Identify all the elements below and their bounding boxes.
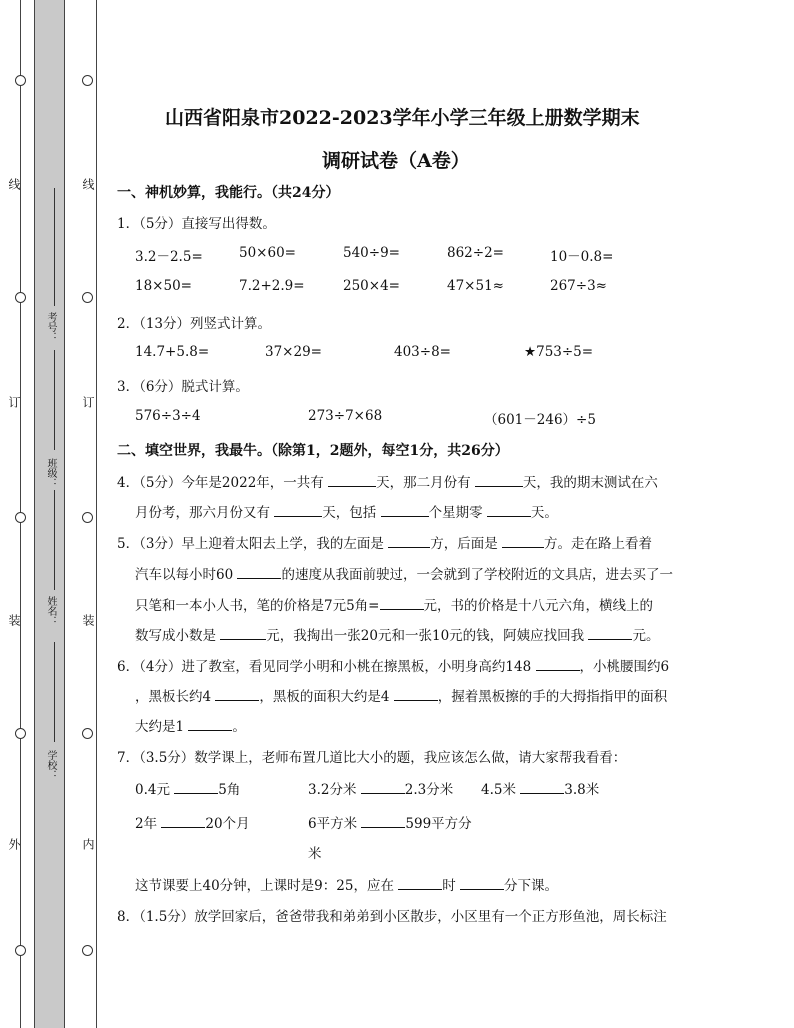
- inner-label-xian: 线: [81, 178, 95, 192]
- field-label-school: 学校：: [45, 750, 56, 780]
- q2-item: 37×29=: [265, 344, 322, 360]
- outer-label-wai: 外: [7, 838, 21, 852]
- q3-item: （601－246）÷5: [484, 412, 596, 428]
- answer-blank[interactable]: [381, 502, 429, 517]
- answer-blank[interactable]: [475, 472, 523, 487]
- q1-item: 18×50=: [135, 278, 192, 294]
- q2-item: 403÷8=: [394, 344, 451, 360]
- binding-hole-marker: [82, 75, 93, 86]
- field-line-exam-number[interactable]: [54, 188, 55, 306]
- binding-hole-marker: [82, 945, 93, 956]
- answer-blank[interactable]: [398, 875, 442, 890]
- q3-item: 576÷3÷4: [135, 408, 201, 424]
- binding-hole-marker: [82, 728, 93, 739]
- section1-heading: 一、神机妙算，我能行。（共24分）: [117, 185, 340, 201]
- outer-label-xian: 线: [7, 178, 21, 192]
- strip-left-edge: [34, 0, 35, 1028]
- answer-blank[interactable]: [361, 779, 405, 794]
- inner-margin-line: [96, 0, 97, 1028]
- q1-item: 3.2－2.5=: [135, 249, 203, 265]
- q8-line1: 8．（1.5分）放学回家后，爸爸带我和弟弟到小区散步，小区里有一个正方形鱼池，周长标注: [117, 909, 667, 925]
- inner-label-nei: 内: [81, 838, 95, 852]
- outer-label-ding: 订: [7, 396, 21, 410]
- q5-line3: 只笔和一本小人书，笔的价格是7元5角= 元，书的价格是十八元六角，横线上的: [135, 594, 653, 614]
- inner-label-ding: 订: [81, 396, 95, 410]
- q1-item: 7.2+2.9=: [239, 278, 305, 294]
- answer-blank[interactable]: [520, 779, 564, 794]
- q6-line3: 大约是1 。: [135, 715, 246, 735]
- binding-hole-marker: [15, 945, 26, 956]
- field-line-name[interactable]: [54, 490, 55, 590]
- field-label-name: 姓名：: [45, 596, 56, 626]
- q1-item: 862÷2=: [447, 245, 504, 261]
- binding-hole-marker: [15, 292, 26, 303]
- q5-line4: 数写成小数是 元，我掏出一张20元和一张10元的钱，阿姨应找回我 元。: [135, 624, 659, 644]
- q7-compare-e-unit: 米: [308, 846, 322, 862]
- q1-item: 250×4=: [343, 278, 400, 294]
- q6-line1: 6．（4分）进了教室，看见同学小明和小桃在擦黑板，小明身高约148 ，小桃腰围约6: [117, 655, 669, 675]
- answer-blank[interactable]: [215, 686, 259, 701]
- answer-blank[interactable]: [460, 875, 504, 890]
- section2-heading: 二、填空世界，我最牛。（除第1，2题外，每空1分，共26分）: [117, 443, 509, 459]
- strip-right-edge: [64, 0, 65, 1028]
- outer-label-zhuang: 装: [7, 614, 21, 628]
- answer-blank[interactable]: [237, 564, 281, 579]
- binding-hole-marker: [82, 512, 93, 523]
- answer-blank[interactable]: [388, 533, 430, 548]
- binding-strip: [34, 0, 64, 1028]
- answer-blank[interactable]: [394, 686, 438, 701]
- page-title-line1: 山西省阳泉市2022-2023学年小学三年级上册数学期末: [165, 107, 640, 129]
- inner-label-zhuang: 装: [81, 614, 95, 628]
- answer-blank[interactable]: [174, 779, 218, 794]
- q3-item: 273÷7×68: [308, 408, 383, 424]
- field-line-school[interactable]: [54, 642, 55, 742]
- answer-blank[interactable]: [361, 813, 405, 828]
- q7-compare-e: 6平方米 599平方分: [308, 812, 472, 832]
- answer-blank[interactable]: [161, 813, 205, 828]
- q7-stem: 7．（3.5分）数学课上，老师布置几道比大小的题，我应该怎么做，请大家帮我看看：: [117, 750, 627, 766]
- q2-item: 14.7+5.8=: [135, 344, 210, 360]
- q3-stem: 3．（6分）脱式计算。: [117, 379, 249, 395]
- q6-line2: ，黑板长约4 ，黑板的面积大约是4 ，握着黑板擦的手的大拇指指甲的面积: [135, 685, 667, 705]
- answer-blank[interactable]: [588, 625, 632, 640]
- q4-line1: 4．（5分）今年是2022年，一共有 天，那二月份有 天，我的期末测试在六: [117, 471, 658, 491]
- q1-item: 267÷3≈: [550, 278, 607, 294]
- q7-compare-d: 2年 20个月: [135, 812, 250, 832]
- q1-stem: 1．（5分）直接写出得数。: [117, 216, 276, 232]
- field-line-class[interactable]: [54, 350, 55, 450]
- q5-line2: 汽车以每小时60 的速度从我面前驶过，一会就到了学校附近的文具店，进去买了一: [135, 563, 673, 583]
- binding-hole-marker: [82, 292, 93, 303]
- answer-blank[interactable]: [487, 502, 531, 517]
- q5-line1: 5．（3分）早上迎着太阳去上学，我的左面是 方，后面是 方。走在路上看着: [117, 532, 652, 552]
- q7-compare-b: 3.2分米 2.3分米: [308, 778, 453, 798]
- q2-item: ★753÷5=: [524, 344, 594, 360]
- q1-item: 50×60=: [239, 245, 296, 261]
- binding-hole-marker: [15, 75, 26, 86]
- answer-blank[interactable]: [536, 656, 580, 671]
- field-label-exam-number: 考号：: [45, 312, 56, 342]
- page-title-line2: 调研试卷（A卷）: [322, 150, 470, 172]
- answer-blank[interactable]: [380, 595, 424, 610]
- q1-item: 47×51≈: [447, 278, 504, 294]
- answer-blank[interactable]: [220, 625, 266, 640]
- q1-item: 540÷9=: [343, 245, 400, 261]
- answer-blank[interactable]: [188, 716, 232, 731]
- q7-compare-a: 0.4元 5角: [135, 778, 240, 798]
- q7-compare-c: 4.5米 3.8米: [481, 778, 599, 798]
- binding-hole-marker: [15, 728, 26, 739]
- binding-hole-marker: [15, 512, 26, 523]
- answer-blank[interactable]: [274, 502, 322, 517]
- answer-blank[interactable]: [328, 472, 376, 487]
- field-label-class: 班级：: [45, 458, 56, 488]
- q1-item: 10－0.8=: [550, 249, 614, 265]
- q7-last-line: 这节课要上40分钟，上课时是9：25，应在 时 分下课。: [135, 874, 558, 894]
- q4-line2: 月份考，那六月份又有 天，包括 个星期零 天。: [135, 501, 558, 521]
- q2-stem: 2．（13分）列竖式计算。: [117, 316, 272, 332]
- answer-blank[interactable]: [502, 533, 544, 548]
